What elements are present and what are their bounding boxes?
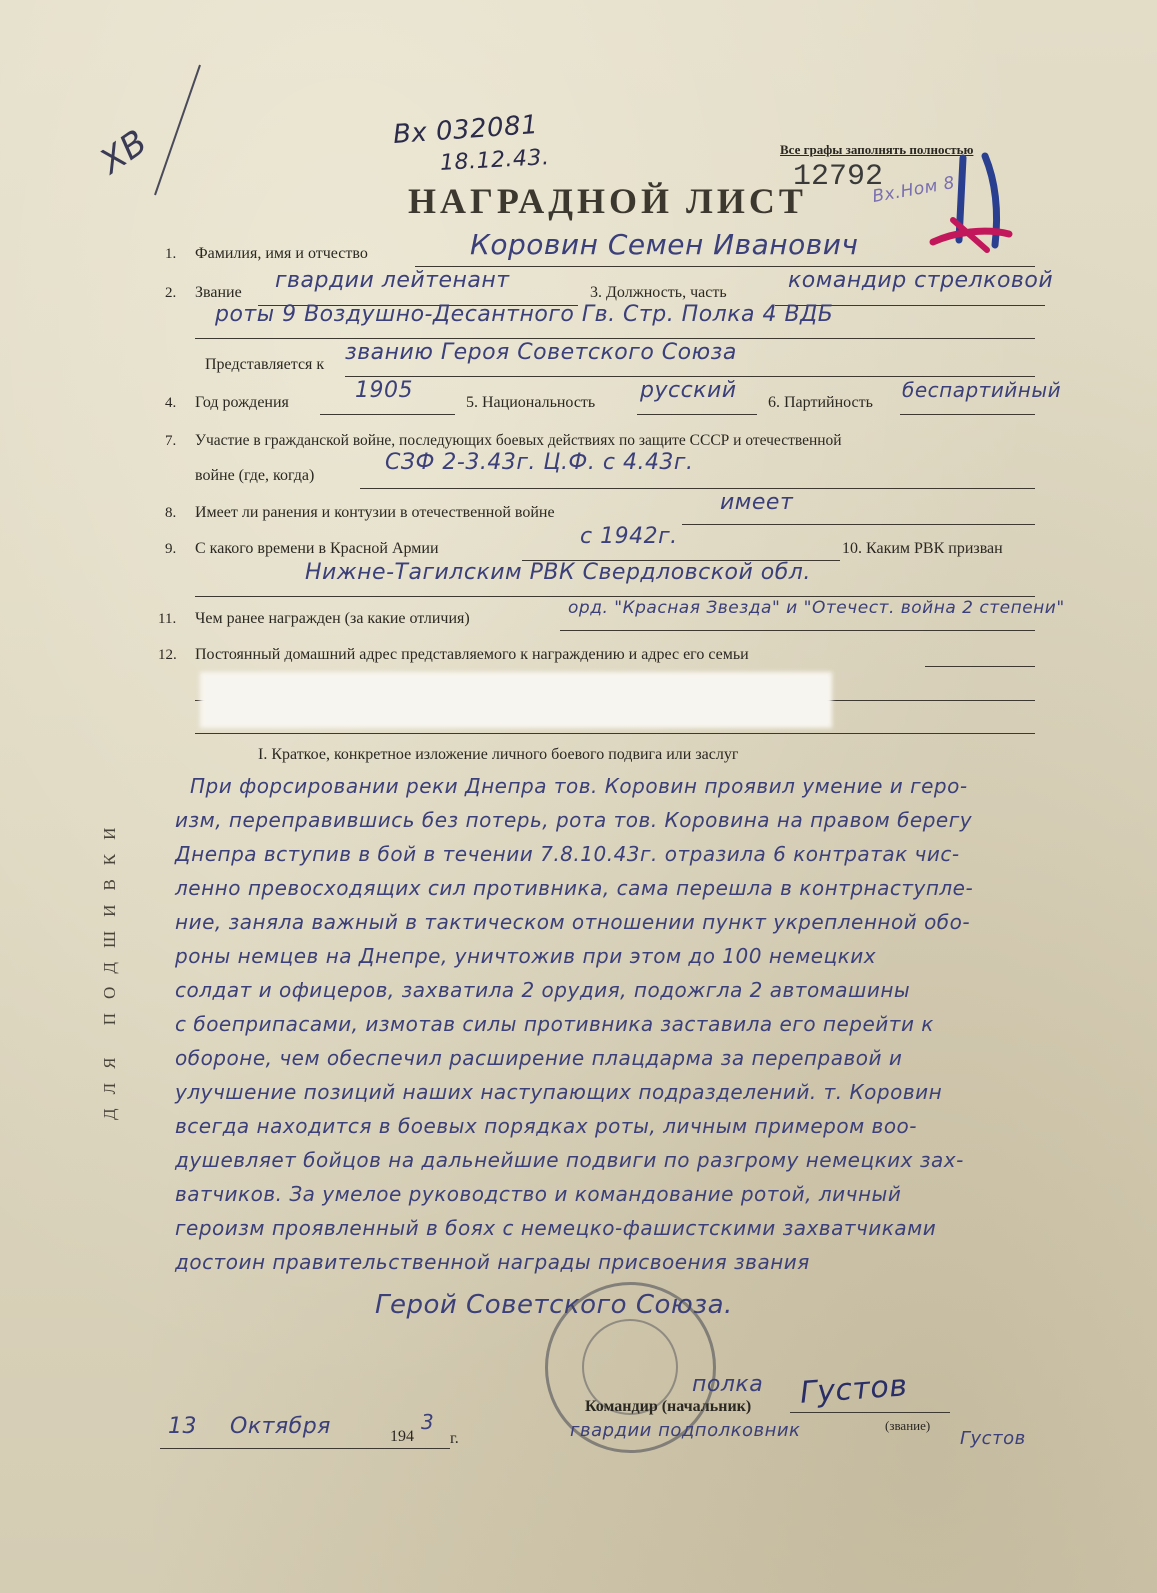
narrative-line: роны немцев на Днепре, уничтожив при этом до 100 немецких: [175, 944, 877, 968]
narrative-line: солдат и офицеров, захватила 2 орудия, подожгла 2 автомашины: [175, 978, 911, 1002]
field-11-label: Чем ранее награжден (за какие отличия): [195, 610, 470, 627]
field-12-number: 12.: [158, 647, 177, 663]
narrative-line: достоин правительственной награды присвоения звания: [175, 1250, 810, 1274]
narrative-line: обороне, чем обеспечил расширение плацдарма за переправой и: [175, 1046, 903, 1070]
narrative-line: изм, переправившись без потерь, рота тов. Коровина на правом берегу: [175, 808, 973, 832]
rank-line: [790, 1412, 950, 1413]
narrative-line: улучшение позиций наших наступающих подразделений. т. Коровин: [175, 1080, 943, 1104]
rank-label: (звание): [885, 1418, 931, 1433]
field-11-value: орд. "Красная Звезда" и "Отечест. война 2 степени": [568, 598, 1065, 618]
field-8-number: 8.: [165, 505, 177, 521]
field-3b-value: роты 9 Воздушно-Десантного Гв. Стр. Полка 4 ВДБ: [215, 302, 834, 327]
field-7-line: [360, 488, 1035, 489]
field-4-number: 4.: [165, 395, 177, 411]
field-2-label: Звание: [195, 284, 242, 301]
redacted-address: [200, 672, 832, 728]
field-7-number: 7.: [165, 433, 177, 449]
field-5-line: [637, 414, 757, 415]
commander-label: Командир (начальник): [585, 1398, 752, 1415]
field-7-value: СЗФ 2-3.43г. Ц.Ф. с 4.43г.: [385, 450, 694, 475]
narrative-line: душевляет бойцов на дальнейшие подвиги по разгрому немецких зах-: [175, 1148, 964, 1172]
field-10-line: [195, 596, 1035, 597]
section-heading: I. Краткое, конкретное изложение личного боевого подвига или заслуг: [258, 746, 739, 763]
field-10-value: Нижне-Тагилским РВК Свердловской обл.: [305, 560, 811, 585]
margin-label: ДЛЯ ПОДШИВКИ: [100, 813, 119, 1120]
closing-title: Герой Советского Союза.: [375, 1290, 733, 1320]
field-4-label: Год рождения: [195, 394, 289, 411]
narrative-line: Днепра вступив в бой в течении 7.8.10.43г. отразила 6 контратак чис-: [175, 842, 960, 866]
incoming-stamp-text: Вх.Ном 8: [870, 172, 957, 208]
field-10-label: 10. Каким РВК призван: [842, 540, 1003, 557]
field-12-line: [925, 666, 1035, 667]
field-3-value: командир стрелковой: [788, 268, 1054, 293]
date-suffix: г.: [450, 1430, 459, 1447]
narrative-line: всегда находится в боевых порядках роты, личным примером воо-: [175, 1114, 918, 1138]
field-9-label: С какого времени в Красной Армии: [195, 540, 439, 557]
nominated-label: Представляется к: [205, 356, 325, 373]
narrative-line: ние, заняла важный в тактическом отношении пункт укрепленной обо-: [175, 910, 971, 934]
sheet-number: 12792: [793, 160, 884, 194]
field-7-label: Участие в гражданской войне, последующих боевых действиях по защите СССР и отечественной: [195, 432, 842, 449]
field-12c-line: [195, 733, 1035, 734]
field-8-value: имеет: [720, 490, 794, 515]
field-1-value: Коровин Семен Иванович: [470, 228, 859, 261]
field-1-number: 1.: [165, 246, 177, 262]
ref-number: Вх 032081: [392, 109, 540, 151]
date-line: [160, 1448, 450, 1449]
field-9-number: 9.: [165, 541, 177, 557]
field-2-number: 2.: [165, 285, 177, 301]
ref-date: 18.12.43.: [439, 145, 551, 176]
field-1-line: [415, 266, 1035, 267]
field-11-number: 11.: [158, 611, 177, 627]
nominated-value: званию Героя Советского Союза: [345, 340, 737, 365]
field-6-label: 6. Партийность: [768, 394, 873, 411]
field-7b-label: войне (где, когда): [195, 467, 315, 484]
narrative-line: героизм проявленный в боях с немецко-фашистскими захватчиками: [175, 1216, 937, 1240]
narrative-line: с боеприпасами, измотав силы противника заставила его перейти к: [175, 1012, 934, 1036]
date-month: Октября: [230, 1414, 331, 1439]
field-1-label: Фамилия, имя и отчество: [195, 245, 368, 262]
signature: Густов: [798, 1368, 909, 1411]
field-11-line: [560, 630, 1035, 631]
date-day: 13: [168, 1414, 197, 1439]
narrative-line: ленно превосходящих сил противника, сама перешла в контрнаступле-: [175, 876, 974, 900]
field-6-value: беспартийный: [902, 378, 1062, 402]
red-stamp-mark-icon: [925, 150, 1035, 260]
field-4-value: 1905: [355, 378, 413, 403]
field-2-value: гвардии лейтенант: [275, 268, 510, 293]
field-3b-line: [195, 338, 1035, 339]
field-8-line: [682, 524, 1035, 525]
unit-word: полка: [692, 1372, 764, 1397]
commander-rank-hand: гвардии подполковник: [570, 1420, 801, 1441]
field-3-label: 3. Должность, часть: [590, 284, 727, 301]
page-title: НАГРАДНОЙ ЛИСТ: [408, 181, 807, 221]
field-12-label: Постоянный домашний адрес представляемого к награждению и адрес его семьи: [195, 646, 749, 663]
field-8-label: Имеет ли ранения и контузии в отечественной войне: [195, 504, 555, 521]
field-4-line: [320, 414, 455, 415]
date-year-hand: 3: [421, 1410, 435, 1434]
signer-name: Густов: [960, 1428, 1026, 1449]
date-year-printed: 194: [390, 1428, 414, 1445]
field-5-label: 5. Национальность: [466, 394, 596, 411]
narrative-line: При форсировании реки Днепра тов. Коровин проявил умение и геро-: [190, 774, 968, 798]
margin-slash-icon: [150, 60, 210, 200]
narrative-line: ватчиков. За умелое руководство и командование ротой, личный: [175, 1182, 902, 1206]
field-9-value: с 1942г.: [580, 524, 678, 549]
nominated-line: [345, 376, 1035, 377]
corner-mark: ХВ: [92, 121, 155, 183]
field-5-value: русский: [640, 378, 737, 403]
field-6-line: [900, 414, 1035, 415]
fill-all-note: Все графы заполнять полностью: [780, 142, 974, 157]
